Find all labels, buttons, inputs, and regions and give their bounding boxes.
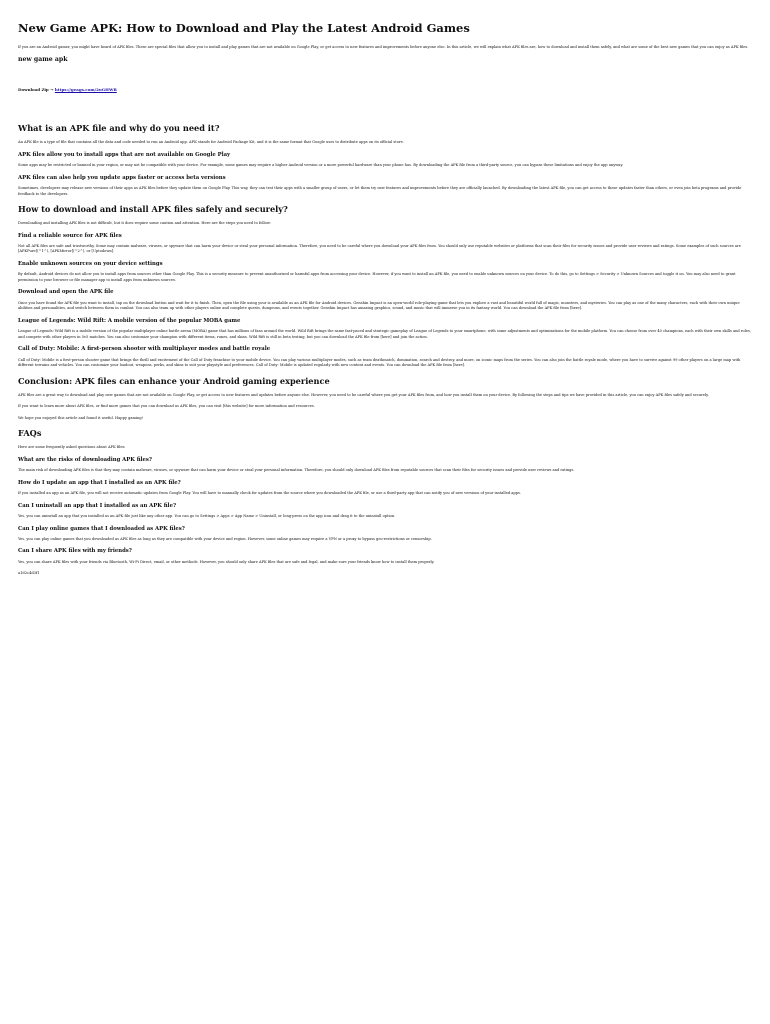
subsection-paragraph: Call of Duty: Mobile is a first-person shooter game that brings the thrill and excitement of the Call of Duty franchise to your mobile device. You can play various multiplayer modes, such as team deathmatch, domination, search and destroy, and more, on iconic maps from the series. You can also join the battle royale mode, where you have to survive against 99 other players on a large map with different terrains and vehicles. You can customize your loadout, weapons, perks, and skins to suit your playstyle and preferences. Call of Duty: Mobile is updated regularly with new content and events. You can download the APK file from [here]. bbox=[18, 357, 741, 368]
subsection-heading: APK files can also help you update apps faster or access beta versions bbox=[18, 174, 226, 181]
subsection-heading: Call of Duty: Mobile: A first-person shooter with multiplayer modes and battle royale bbox=[18, 346, 271, 353]
faq-question: Can I uninstall an app that I installed as an APK file? bbox=[18, 502, 177, 509]
download-link[interactable]: https://geags.com/2uGHWR bbox=[54, 87, 117, 93]
faq-question: How do I update an app that I installed as an APK file? bbox=[18, 479, 181, 486]
subsection-paragraph: Not all APK files are safe and trustworthy. Some may contain malware, viruses, or spyware that can harm your device or steal your personal information. Therefore, you need to be careful where you download your APK files from. You should only use reputable websites or platforms that scan their files for security issues and provide user reviews and ratings. Some examples of such sources are [APKPure](^1^), [APKMirror](^2^), or [Uptodown]. bbox=[18, 243, 741, 254]
subsection-heading: APK files allow you to install apps that are not available on Google Play bbox=[18, 151, 231, 158]
subsection-paragraph: League of Legends: Wild Rift is a mobile version of the popular multiplayer online battle arena (MOBA) game that has millions of fans around the world. Wild Rift brings the same fast-paced and strategic gameplay of League of Legends to your smartphone, with some adjustments and optimizations for the mobile platform. You can choose from over 40 champions, each with their own skills and roles, and compete with other players in 5v5 matches. You can also customize your champion with different items, runes, and skins. Wild Rift is still in beta testing, but you can download the APK file from [here] and join the action. bbox=[18, 329, 751, 339]
subsection-paragraph: Some apps may be restricted or banned in your region, or may not be compatible with your device. For example, some games may require a higher Android version or a more powerful hardware than your phone has. By downloading the APK file from a third-party source, you can bypass these limitations and enjoy the app anyway. bbox=[18, 163, 624, 168]
subsection-heading: Enable unknown sources on your device settings bbox=[18, 261, 163, 268]
intro-paragraph: If you are an Android gamer, you might have heard of APK files. These are special files that allow you to install and play games that are not available on Google Play, or get access to new features and improvements before anyone else. In this article, we will explain what APK files are, how to download and install them safely, and what are some of the best new games that you can enjoy as APK files. bbox=[18, 44, 749, 49]
footer-code: a1d2c4d3f1 bbox=[18, 571, 40, 576]
subsection-paragraph: Once you have found the APK file you want to install, tap on the download button and wait for it to finish. Then, open the file using your is available as an APK file for Android devices. Genshin Impact is an open-world role-playing game that lets you explore a vast and beautiful world full of magic, monsters, and mysteries. You can play as one of the many characters, each with their own unique abilities and personalities, and switch between them in combat. You can also team up with other players online and complete quests, dungeons, and events together. Genshin Impact has amazing graphics, sound, and music that will immerse you in its fantasy world. You can download the APK file from [here]. bbox=[18, 300, 740, 311]
section-heading: How to download and install APK files safely and securely? bbox=[18, 204, 288, 215]
download-label: Download Zip → bbox=[18, 87, 54, 93]
section-heading: FAQs bbox=[18, 428, 42, 439]
subsection-heading: Download and open the APK file bbox=[18, 289, 114, 296]
download-line bbox=[18, 87, 752, 92]
faq-answer: If you installed an app as an APK file, you will not receive automatic updates from Google Play. You will have to manually check for updates from the source where you downloaded the APK file, or use a third-party app that can notify you of new versions of your installed apps. bbox=[18, 491, 522, 496]
section-paragraph: Downloading and installing APK files is not difficult, but it does require some caution and attention. Here are the steps you need to follow: bbox=[18, 220, 272, 225]
subtitle: new game apk bbox=[18, 56, 68, 64]
section-heading: What is an APK file and why do you need it? bbox=[18, 123, 220, 134]
faq-question: Can I share APK files with my friends? bbox=[18, 548, 132, 555]
section-heading: Conclusion: APK files can enhance your Android gaming experience bbox=[18, 375, 330, 386]
section-paragraph: We hope you enjoyed this article and found it useful. Happy gaming! bbox=[18, 415, 144, 420]
subsection-paragraph: Sometimes, developers may release new versions of their apps as APK files before they update them on Google Play. This way, they can test their apps with a smaller group of users, or let them try new features and improvements before they are officially launched. By downloading the latest APK file, you can get access to these updates faster than others, or even join beta programs and provide feedback to the developers. bbox=[18, 186, 742, 196]
section-paragraph: Here are some frequently asked questions about APK files: bbox=[18, 445, 126, 450]
faq-answer: Yes, you can uninstall an app that you installed as an APK file just like any other app. You can go to Settings > Apps > App Name > Uninstall, or long-press on the app icon and drag it to the uninstall option. bbox=[18, 513, 396, 518]
subsection-heading: Find a reliable source for APK files bbox=[18, 232, 122, 239]
section-paragraph: If you want to learn more about APK files, or find more games that you can download as APK files, you can visit [this website] for more information and resources. bbox=[18, 404, 315, 409]
faq-answer: The main risk of downloading APK files is that they may contain malware, viruses, or spyware that can harm your device or steal your personal information. Therefore, you should only download APK files from reputable sources that scan their files for security issues and provide user reviews and ratings. bbox=[18, 468, 575, 473]
page-title: New Game APK: How to Download and Play the Latest Android Games bbox=[18, 21, 470, 35]
faq-answer: Yes, you can play online games that you downloaded as APK files as long as they are compatible with your device and region. However, some online games may require a VPN or a proxy to bypass geo-restrictions or censorship. bbox=[18, 536, 432, 541]
faq-question: What are the risks of downloading APK files? bbox=[18, 456, 153, 463]
section-paragraph: APK files are a great way to download and play new games that are not available on Google Play, or get access to new features and updates before anyone else. However, you need to be careful where you get your APK files from, and how you install them on your device. By following the steps and tips we have provided in this article, you can enjoy APK files safely and securely. bbox=[18, 392, 709, 397]
subsection-paragraph: By default, Android devices do not allow you to install apps from sources other than Google Play. This is a security measure to prevent unauthorized or harmful apps from accessing your device. However, if you want to install an APK file, you need to enable unknown sources on your device. To do this, go to Settings > Security > Unknown Sources and toggle it on. You may also need to grant permission to your browser or file manager app to install apps from unknown sources. bbox=[18, 272, 736, 282]
section-paragraph: An APK file is a type of file that contains all the data and code needed to run an Android app. APK stands for Android Package Kit, and it is the same format that Google uses to distribute apps on its official store. bbox=[18, 140, 404, 145]
subsection-heading: League of Legends: Wild Rift: A mobile version of the popular MOBA game bbox=[18, 317, 241, 324]
faq-question: Can I play online games that I downloaded as APK files? bbox=[18, 525, 185, 532]
faq-answer: Yes, you can share APK files with your friends via Bluetooth, Wi-Fi Direct, email, or other methods. However, you should only share APK files that are safe and legal, and make sure your friends know how to install them properly. bbox=[18, 559, 435, 564]
